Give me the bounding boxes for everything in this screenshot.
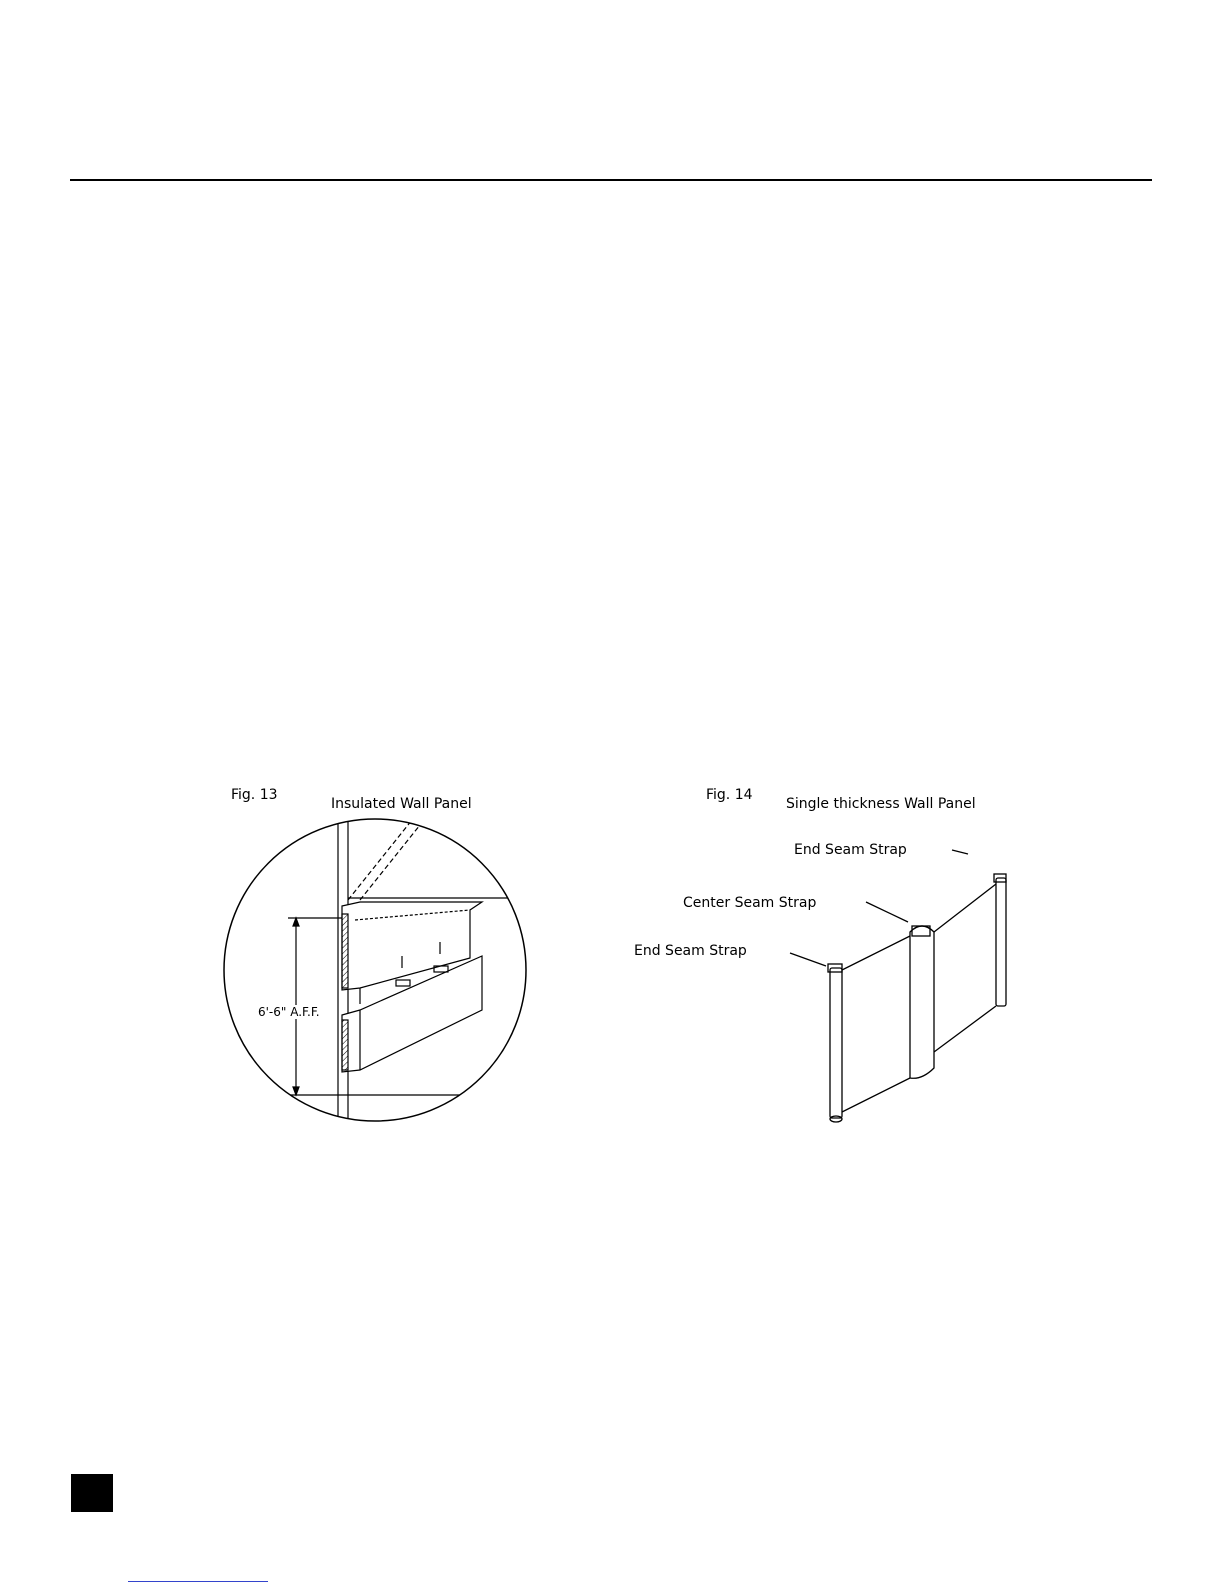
footer-link-underline[interactable] <box>128 1581 268 1582</box>
fig13-title: Insulated Wall Panel <box>331 796 472 812</box>
fig14-number: Fig. 14 <box>706 787 753 803</box>
callout-center-seam: Center Seam Strap <box>683 895 817 911</box>
callout-end-seam-left: End Seam Strap <box>634 943 747 959</box>
fig14-title: Single thickness Wall Panel <box>786 796 976 812</box>
page-number-box <box>71 1474 113 1512</box>
fig13-dimension: 6'-6" A.F.F. <box>258 1005 320 1019</box>
fig14-drawing <box>780 840 1040 1130</box>
fig13-drawing <box>220 810 540 1130</box>
fig13-number: Fig. 13 <box>231 787 278 803</box>
header-rule <box>70 179 1152 181</box>
callout-end-seam-top: End Seam Strap <box>794 842 907 858</box>
